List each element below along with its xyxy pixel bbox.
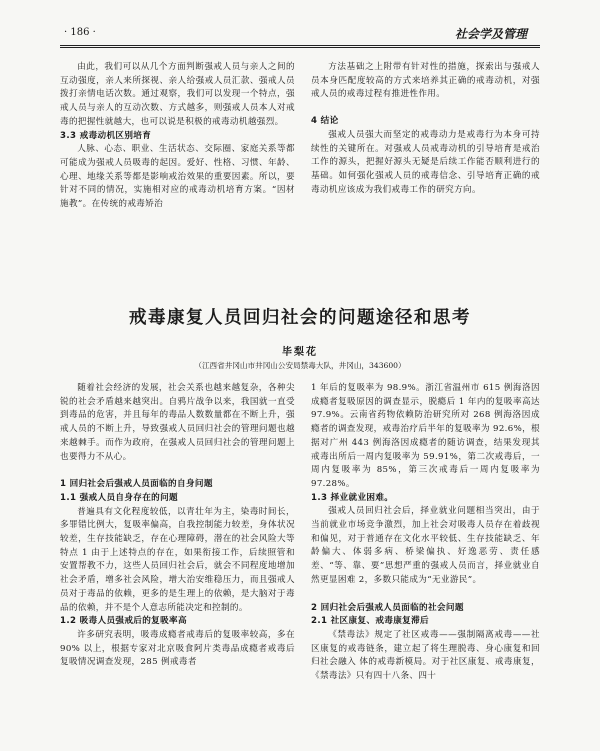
journal-title: 社会学及管理 (455, 27, 528, 41)
section-heading: 2 回归社会后强戒人员面临的社会问题 (311, 602, 464, 613)
paragraph: 由此，我们可以从几个方面判断强戒人员与亲人之间的互动强度，亲人来所探视、亲人给强戒人员汇款、强戒人员拨打亲情电话次数。通过观察，我们可以发现一个特点，强戒人员与亲人的互动次数、方式越多，则强戒人员本人对戒毒的把握性就越大，也可以说是积极的戒毒动机越强烈。 (60, 62, 295, 127)
subsection-heading: 1.2 吸毒人员强戒后的复吸率高 (60, 616, 187, 627)
section-heading: 3.3 戒毒动机区别培育 (60, 130, 152, 141)
prev-article-left-column (60, 61, 295, 212)
article-left-column (60, 382, 295, 670)
paragraph: 人脉、心态、职业、生活状态、交际圈、家庭关系等都可能成为强戒人员吸毒的起因。爱好、性格、习惯、年龄、心理、地缘关系等都是影响戒治效果的重要因素。所以，要针对不同的情况，实施相对应的戒毒动机培育方案。“因材施教”。在传统的戒毒矫治 (60, 144, 295, 210)
paragraph: 方法基础之上附带有针对性的措施，探索出与强戒人员本身匹配度较高的方式来培养其正确的戒毒动机，对强戒人员的戒毒过程有推进性作用。 (311, 62, 540, 100)
header-rule (60, 45, 540, 46)
paragraph: 强戒人员强大而坚定的戒毒动力是戒毒行为本身可持续性的关键所在。对强戒人员戒毒动机的引导培育是戒治工作的源头，把握好源头无疑是后续工作能否顺利进行的基础。如何强化强戒人员的戒毒信念、引导培育正确的戒毒动机应该成为我们戒毒工作的研究方向。 (311, 129, 540, 195)
author-name: 毕梨花 (282, 347, 318, 358)
subsection-heading: 2.1 社区康复、戒毒康复滞后 (311, 616, 429, 627)
paragraph: 许多研究表明，吸毒成瘾者戒毒后的复吸率较高，多在 90% 以上，根据专家对北京吸食阿片类毒品成瘾者戒毒后复吸情况调查发现，285 例戒毒者 (60, 629, 295, 668)
section-heading: 4 结论 (311, 116, 339, 127)
subsection-heading: 1.1 强戒人员自身存在的问题 (60, 492, 178, 503)
paragraph: 随着社会经济的发展，社会关系也越来越复杂，各种尖锐的社会矛盾越来越突出。自鸦片战争以来，我国就一直受到毒品的危害，并且每年的毒品人数数量都在不断上升，强戒人员的不断上升，导致强戒人员回归社会的管理问题也越来越棘手。而作为政府，在强戒人员回归社会的管理问题上也要得力不从心。 (60, 383, 295, 462)
prev-article-right-column (311, 61, 540, 197)
paragraph: 普遍具有文化程度较低，以青壮年为主，染毒时间长，多罪错比例大，复吸率偏高，自我控制能力较差，身体状况较差，生存技能缺乏，存在心理障碍，潜在的社会风险大等特点 1 由于上述特点的存在，如果衔接工作，后续照管和安置帮教不力，这些人员回归社会后，就会不同程度地增加社会矛盾，增多社会风险，增大治安维稳压力，而且强戒人员对于毒品的依赖，更多的是生理上的依赖，是大脑对于毒品的依赖，并不是个人意志所能决定和控制的。 (60, 506, 295, 613)
header-rule-thin (60, 47, 540, 48)
subsection-heading: 1.3 择业就业困难。 (311, 492, 394, 503)
paragraph: 1 年后的复吸率为 98.9%。浙江省温州市 615 例海洛因成瘾者复吸原因的调查显示，脱瘾后 1 年内的复吸率高达 97.9%。云南省药物依赖防治研究所对 268 例海洛因成瘾者的调查发现，戒毒治疗后半年的复吸率为 92.6%，根据对广州 443 例海洛因成瘾者的随访调查，结果发现其戒毒出所后一周内复吸率为 59.91%，第二次戒毒后，一周内复吸率为 85%，第三次戒毒后一周内复吸率为 97.28%。 (311, 383, 540, 489)
article-right-column (311, 382, 540, 684)
paragraph: 《禁毒法》规定了社区戒毒——强制隔离戒毒——社区康复的戒毒链条，建立起了将生理脱毒、身心康复和回归社会融入 体的戒毒新模局。对于社区康复、戒毒康复，《禁毒法》只有四十八条、四十 (311, 629, 540, 682)
author-affiliation: （江西省井冈山市井冈山公安局禁毒大队，井冈山，343600） (194, 361, 406, 370)
paragraph: 强戒人员回归社会后，择业就业问题相当突出，由于当前就业市场竞争激烈，加上社会对吸毒人员存在着歧视和偏见，对于普通存在文化水平较低、生存技能缺乏、年龄偏大、体弱多病、桥梁偏执、好逸恶劳、责任感差、“等、靠、要”思想严重的强戒人员而言，择业就业自然更显困难 2，多数只能成为“无业游民”。 (311, 506, 540, 585)
article-title: 戒毒康复人员回归社会的问题途径和思考 (129, 308, 471, 328)
section-heading: 1 回归社会后强戒人员面临的自身问题 (60, 479, 213, 490)
page-number: · 186 · (64, 27, 96, 38)
